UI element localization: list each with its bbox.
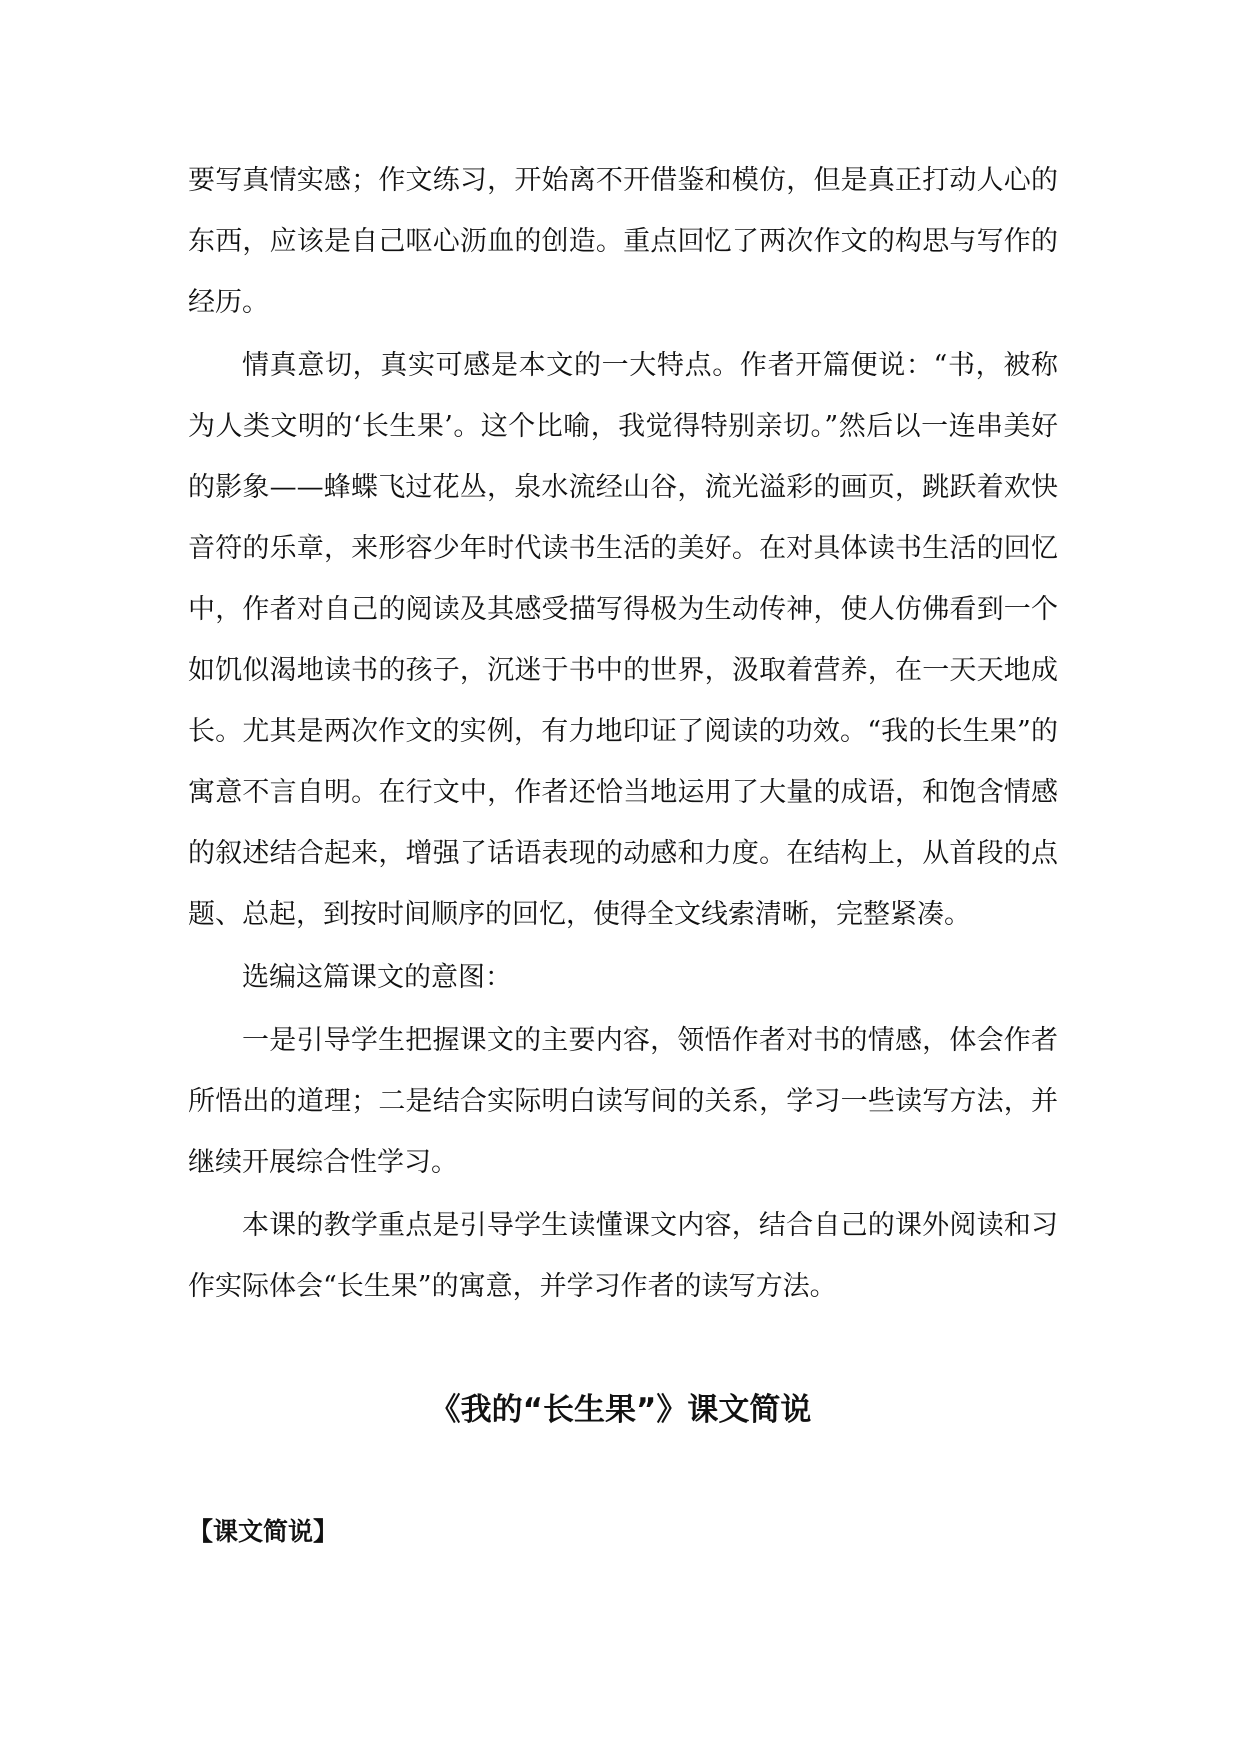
paragraph-teaching-focus: 本课的教学重点是引导学生读懂课文内容，结合自己的课外阅读和习作实际体会“长生果”的寓意，并学习作者的读写方法。 <box>188 1210 1058 1302</box>
section-label: 【课文简说】 <box>188 1517 339 1546</box>
paragraph-continuation: 要写真情实感；作文练习，开始离不开借鉴和模仿，但是真正打动人心的东西，应该是自己呕心沥血的创造。重点回忆了两次作文的构思与写作的经历。 <box>188 165 1058 318</box>
page-title: 《我的“长生果”》课文简说 <box>429 1392 812 1428</box>
paragraph-features: 情真意切，真实可感是本文的一大特点。作者开篇便说：“书，被称为人类文明的‘长生果’。这个比喻，我觉得特别亲切。”然后以一连串美好的影象——蜂蝶飞过花丛，泉水流经山谷，流光溢彩的画页，跳跃着欢快音符的乐章，来形容少年时代读书生活的美好。在对具体读书生活的回忆中，作者对自己的阅读及其感受描写得极为生动传神，使人仿佛看到一个如饥似渴地读书的孩子，沉迷于书中的世界，汲取着营养，在一天天地成长。尤其是两次作文的实例，有力地印证了阅读的功效。“我的长生果”的寓意不言自明。在行文中，作者还恰当地运用了大量的成语，和饱含情感的叙述结合起来，增强了话语表现的动感和力度。在结构上，从首段的点题、总起，到按时间顺序的回忆，使得全文线索清晰，完整紧凑。 <box>188 350 1058 930</box>
paragraph-intent-heading: 选编这篇课文的意图： <box>242 962 512 993</box>
body-text <box>188 150 1058 1317</box>
paragraph-intent: 一是引导学生把握课文的主要内容，领悟作者对书的情感，体会作者所悟出的道理；二是结合实际明白读写间的关系，学习一些读写方法，并继续开展综合性学习。 <box>188 1025 1058 1178</box>
